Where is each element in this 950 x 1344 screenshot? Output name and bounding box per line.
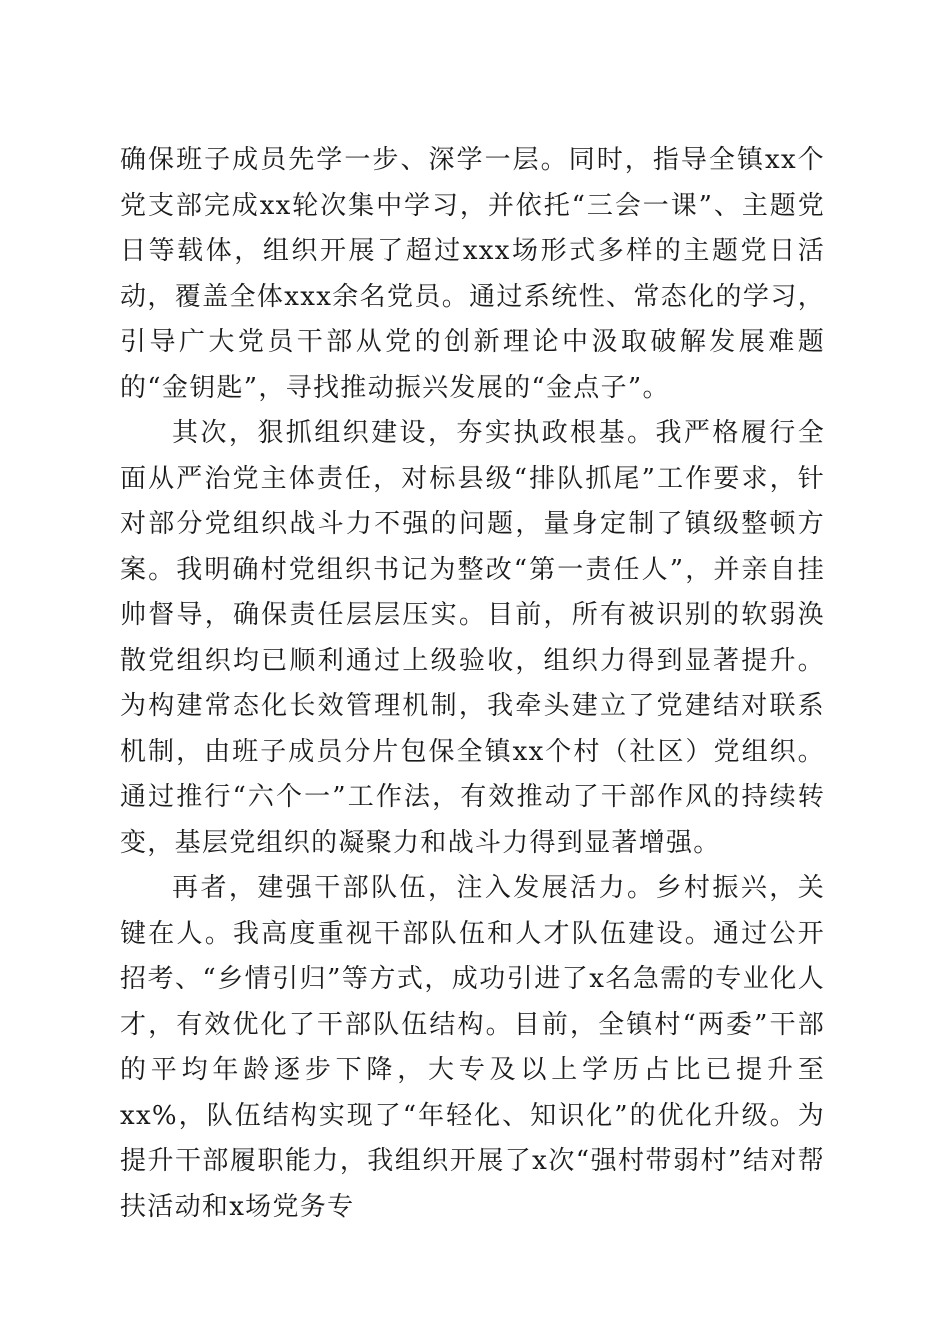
paragraph-continuation: 确保班子成员先学一步、深学一层。同时，指导全镇xx个党支部完成xx轮次集中学习，并依托“三会一课”、主题党日等载体，组织开展了超过xxx场形式多样的主题党日活动，覆盖全体xxx余名党员。通过系统性、常态化的学习，引导广大党员干部从党的创新理论中汲取破解发展难题的“金钥匙”，寻找推动振兴发展的“金点子”。 — [120, 145, 825, 403]
paragraph-organization-building: 其次，狠抓组织建设，夯实执政根基。我严格履行全面从严治党主体责任，对标县级“排队抓尾”工作要求，针对部分党组织战斗力不强的问题，量身定制了镇级整顿方案。我明确村党组织书记为整改“第一责任人”，并亲自挂帅督导，确保责任层层压实。目前，所有被识别的软弱涣散党组织均已顺利通过上级验收，组织力得到显著提升。为构建常态化长效管理机制，我牵头建立了党建结对联系机制，由班子成员分片包保全镇xx个村（社区）党组织。通过推行“六个一”工作法，有效推动了干部作风的持续转变，基层党组织的凝聚力和战斗力得到显著增强。 — [120, 418, 825, 858]
body-text — [120, 138, 825, 1230]
paragraph-cadre-team: 再者，建强干部队伍，注入发展活力。乡村振兴，关键在人。我高度重视干部队伍和人才队伍建设。通过公开招考、“乡情引归”等方式，成功引进了x名急需的专业化人才，有效优化了干部队伍结构。目前，全镇村“两委”干部的平均年龄逐步下降，大专及以上学历占比已提升至xx%，队伍结构实现了“年轻化、知识化”的优化升级。为提升干部履职能力，我组织开展了x次“强村带弱村”结对帮扶活动和x场党务专 — [120, 873, 825, 1222]
